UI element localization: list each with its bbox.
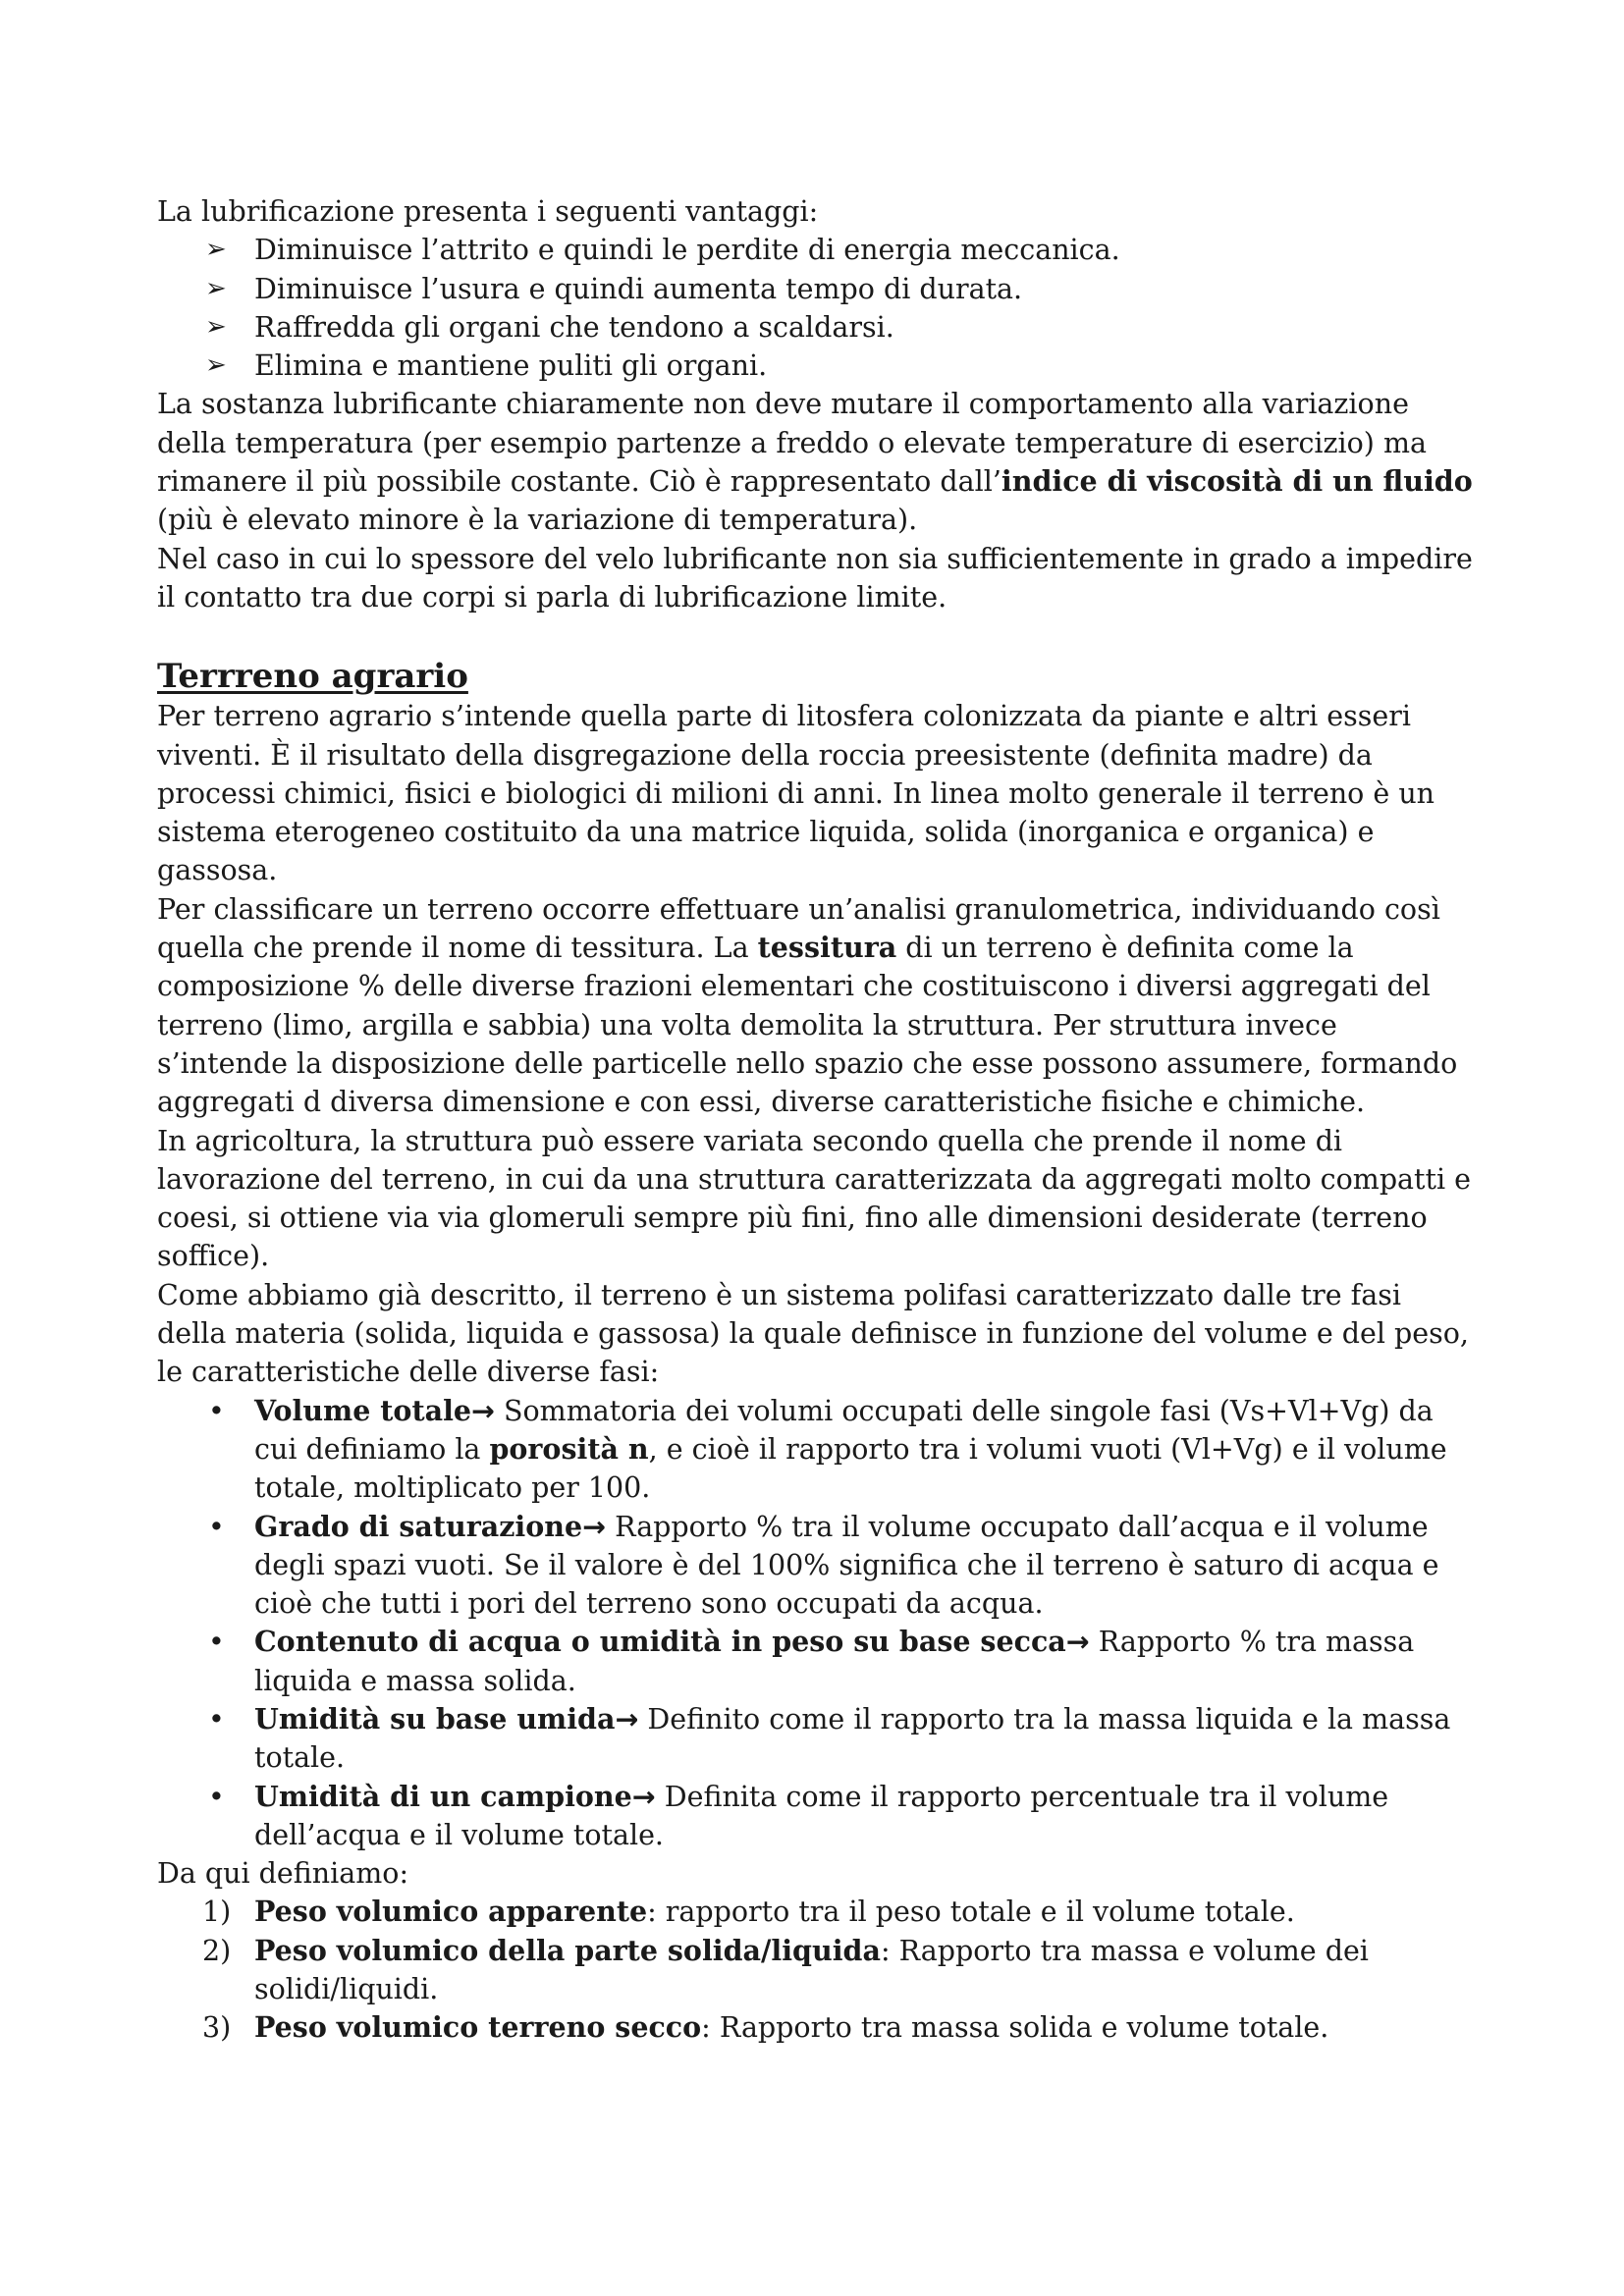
arrow-right-icon: → (1065, 1626, 1090, 1659)
arrow-right-icon: → (615, 1702, 639, 1735)
list-number: 1) (202, 1896, 232, 1929)
advantages-list (157, 231, 1473, 385)
definition-paragraph: Per terreno agrario s’intende quella parte di litosfera colonizzata da piante e altri esseri viventi. È il risultato della disgregazione della roccia preesistente (definita madre) da processi chimici, fisici e biologici di milioni di anni. In linea molto generale il terreno è un sistema eterogeneo costituito da una matrice liquida, solida (inorganica e organica) e gassosa. (157, 700, 1435, 887)
list-item: ➢ Elimina e mantiene puliti gli organi. (157, 347, 1473, 385)
list-number: 3) (202, 2011, 232, 2045)
intro-heading-line: La lubrificazione presenta i seguenti vantaggi: (157, 195, 819, 228)
list-item: • Grado di saturazione→ Rapporto % tra il volume occupato dall’acqua e il volume degli spazi vuoti. Se il valore è del 100% significa che il terreno è saturo di acqua e cioè che tutti i pori del terreno sono occupati da acqua. (208, 1509, 1439, 1621)
section-title: Terrreno agrario (157, 657, 468, 697)
bullet-dot-icon: • (208, 1780, 225, 1813)
list-item: ➢ Raffredda gli organi che tendono a scaldarsi. (157, 308, 1473, 347)
boundary-lubrication-paragraph: Nel caso in cui lo spessore del velo lubrificante non sia sufficientemente in grado a impedire il contatto tra due corpi si parla di lubrificazione limite. (157, 542, 1473, 614)
bullet-dot-icon: • (208, 1510, 225, 1543)
list-item: ➢ Diminuisce l’usura e quindi aumenta tempo di durata. (157, 270, 1473, 308)
list-item: • Umidità di un campione→ Definita come il rapporto percentuale tra il volume dell’acqua e il volume totale. (208, 1779, 1389, 1851)
list-item: 2) Peso volumico della parte solida/liquida: Rapporto tra massa e volume dei solidi/liquidi. (202, 1933, 1369, 2006)
phases-intro-paragraph: Come abbiamo già descritto, il terreno è un sistema polifasi caratterizzato dalle tre fasi della materia (solida, liquida e gassosa) la quale definisce in funzione del volume e del peso, le caratteristiche delle diverse fasi: (157, 1278, 1469, 1389)
list-item: • Contenuto di acqua o umidità in peso su base secca→ Rapporto % tra massa liquida e massa solida. (208, 1625, 1415, 1697)
arrowhead-bullet-icon: ➢ (205, 235, 227, 265)
arrow-right-icon: → (631, 1780, 656, 1813)
texture-paragraph: Per classificare un terreno occorre effettuare un’analisi granulometrica, individuando così quella che prende il nome di tessitura. La tessitura di un terreno è definita come la composizione % delle diverse frazioni elementari che costituiscono i diversi aggregati del terreno (limo, argilla e sabbia) una volta demolita la struttura. Per struttura invece s’intende la disposizione delle particelle nello spazio che esse possono assumere, formando aggregati d diversa dimensione e con essi, diverse caratteristiche fisiche e chimiche. (157, 892, 1458, 1119)
bullet-dot-icon: • (208, 1702, 225, 1735)
agriculture-paragraph: In agricoltura, la struttura può essere variata secondo quella che prende il nome di lavorazione del terreno, in cui da una struttura caratterizzata da aggregati molto compatti e coesi, si ottiene via via glomeruli sempre più fini, fino alle dimensioni desiderate (terreno soffice). (157, 1124, 1471, 1273)
arrowhead-bullet-icon: ➢ (205, 350, 227, 381)
list-number: 2) (202, 1934, 232, 1967)
arrow-right-icon: → (471, 1394, 495, 1427)
list-item: • Umidità su base umida→ Definito come il rapporto tra la massa liquida e la massa totale. (208, 1701, 1451, 1775)
list-item: • Volume totale→ Sommatoria dei volumi occupati delle singole fasi (Vs+Vl+Vg) da cui definiamo la porosità n, e cioè il rapporto tra i volumi vuoti (Vl+Vg) e il volume totale, moltiplicato per 100. (208, 1393, 1447, 1505)
bullet-dot-icon: • (208, 1626, 225, 1659)
arrow-right-icon: → (582, 1510, 607, 1543)
list-item: 3) Peso volumico terreno secco: Rapporto tra massa solida e volume totale. (157, 2008, 1473, 2047)
bullet-dot-icon: • (208, 1394, 225, 1427)
document-page (157, 192, 1473, 2048)
phases-list (157, 1392, 1473, 1855)
arrowhead-bullet-icon: ➢ (205, 273, 227, 303)
arrowhead-bullet-icon: ➢ (205, 311, 227, 342)
viscosity-paragraph: La sostanza lubrificante chiaramente non deve mutare il comportamento alla variazione della temperatura (per esempio partenze a freddo o elevate temperature di esercizio) ma rimanere il più possibile costante. Ciò è rappresentato dall’indice di viscosità di un fluido (più è elevato minore è la variazione di temperatura). (157, 388, 1473, 537)
list-item: ➢ Diminuisce l’attrito e quindi le perdite di energia meccanica. (157, 231, 1473, 269)
definitions-intro: Da qui definiamo: (157, 1857, 409, 1891)
list-item: 1) Peso volumico apparente: rapporto tra il peso totale e il volume totale. (157, 1893, 1473, 1931)
definitions-list (157, 1893, 1473, 2047)
